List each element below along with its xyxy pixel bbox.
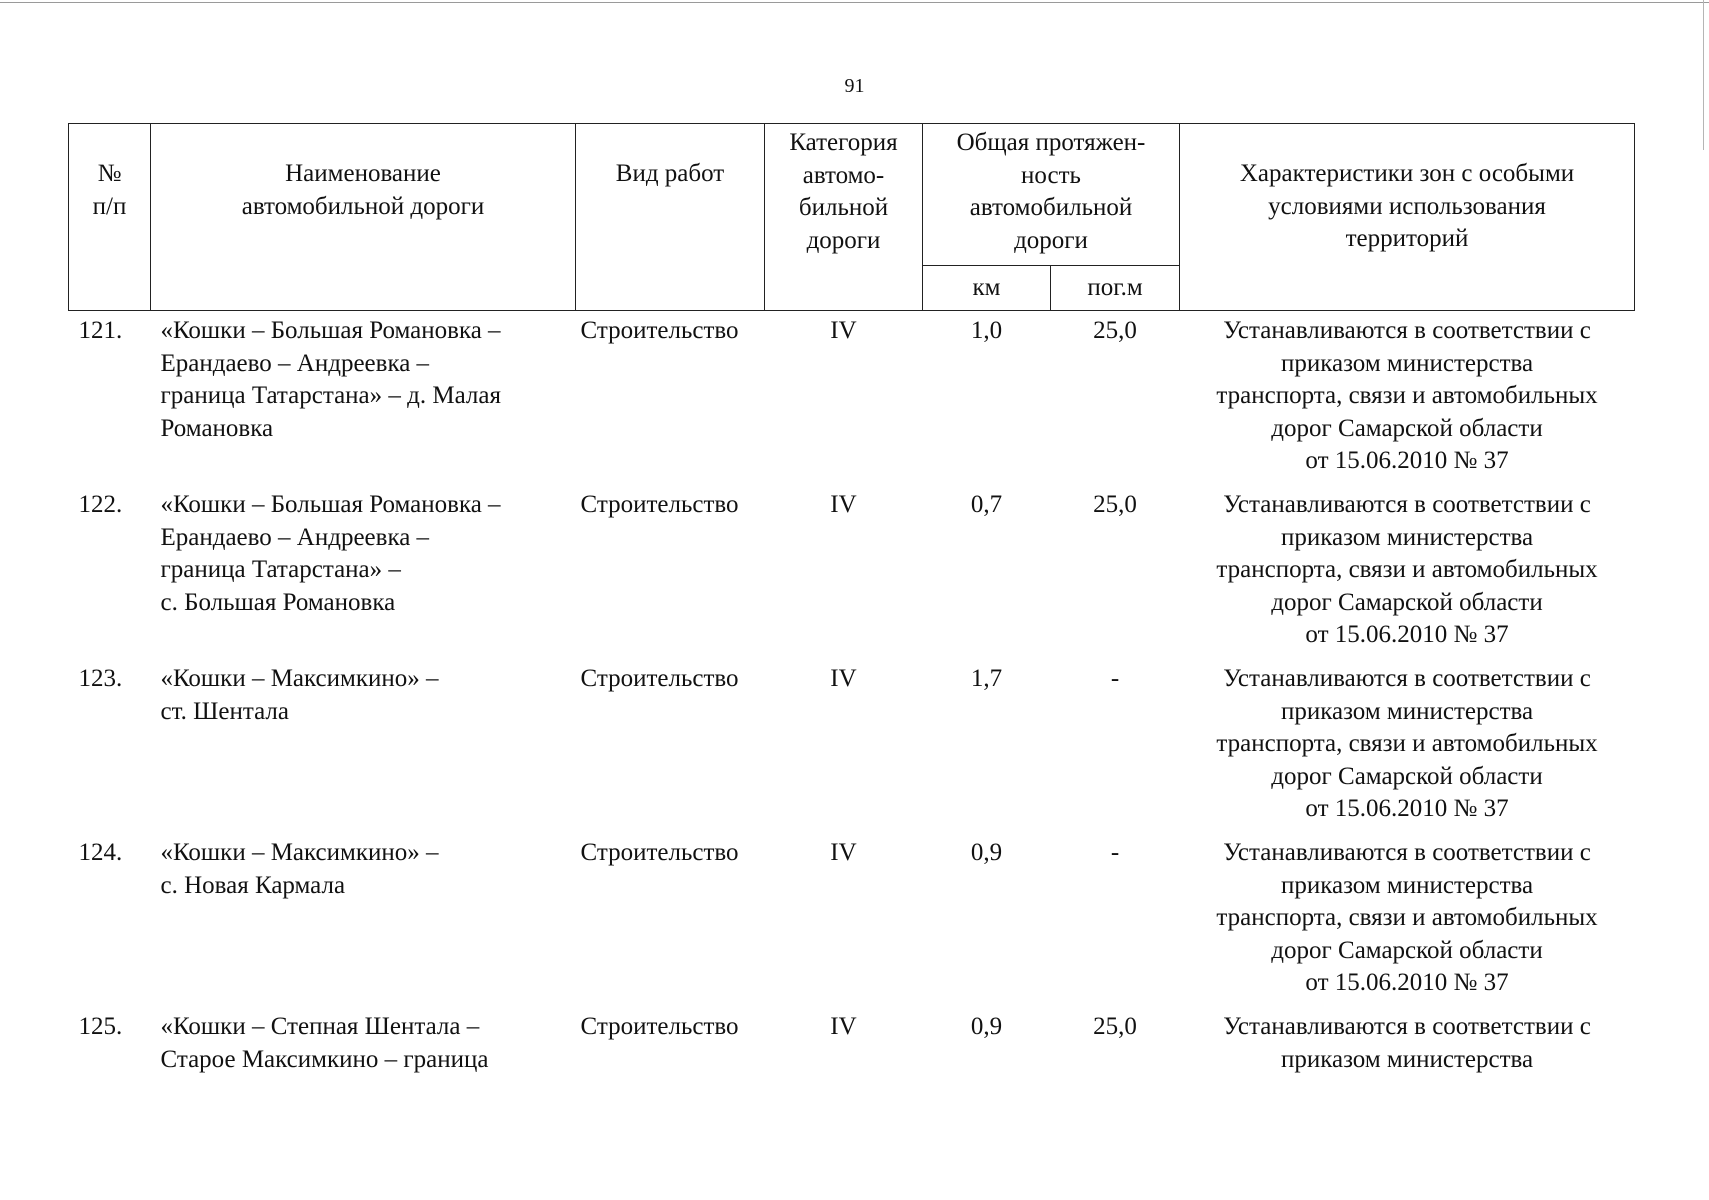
roads-table xyxy=(68,123,1635,1096)
table-header xyxy=(69,124,1635,311)
header-road-category: Категория автомо- бильной дороги xyxy=(765,124,923,311)
work-type: Строительство xyxy=(580,839,739,866)
table-body xyxy=(69,311,1635,1097)
zone-characteristics: Устанавливаются в соответствии с приказом министерства транспорта, связи и автомобильных дорог Самарской области от 15.06.2010 № 37 xyxy=(1216,317,1598,475)
length-km: 1,0 xyxy=(970,317,1003,344)
length-linear-meters: 25,0 xyxy=(1093,491,1137,518)
page-number: 91 xyxy=(844,75,865,97)
zone-characteristics: Устанавливаются в соответствии с приказом министерства xyxy=(1223,1013,1591,1073)
row-number: 124. xyxy=(78,839,123,866)
work-type: Строительство xyxy=(580,665,739,692)
length-linear-meters: - xyxy=(1110,839,1120,866)
header-total-length: Общая протяжен- ность автомобильной дороги xyxy=(923,124,1180,266)
work-type: Строительство xyxy=(580,317,739,344)
length-km: 0,9 xyxy=(970,839,1003,866)
road-category: IV xyxy=(830,665,857,692)
table-row xyxy=(69,1011,1635,1096)
road-name: «Кошки – Максимкино» – с. Новая Кармала xyxy=(160,839,439,899)
length-km: 0,7 xyxy=(970,491,1003,518)
road-category: IV xyxy=(830,317,857,344)
road-name: «Кошки – Максимкино» – ст. Шентала xyxy=(160,665,439,725)
zone-characteristics: Устанавливаются в соответствии с приказом министерства транспорта, связи и автомобильных дорог Самарской области от 15.06.2010 № 37 xyxy=(1216,839,1598,997)
row-number: 125. xyxy=(78,1013,123,1040)
road-name: «Кошки – Степная Шентала – Старое Максимкино – граница xyxy=(160,1013,489,1073)
header-row xyxy=(69,124,1635,266)
work-type: Строительство xyxy=(580,1013,739,1040)
row-number: 121. xyxy=(78,317,123,344)
zone-characteristics: Устанавливаются в соответствии с приказом министерства транспорта, связи и автомобильных дорог Самарской области от 15.06.2010 № 37 xyxy=(1216,665,1598,823)
length-km: 1,7 xyxy=(970,665,1003,692)
table-row xyxy=(69,489,1635,663)
length-linear-meters: - xyxy=(1110,665,1120,692)
road-category: IV xyxy=(830,491,857,518)
road-name: «Кошки – Большая Романовка – Ерандаево – Андреевка – граница Татарстана» – с. Большая Романовка xyxy=(160,491,501,616)
road-category: IV xyxy=(830,839,857,866)
table-row xyxy=(69,837,1635,1011)
header-work-type: Вид работ xyxy=(576,124,765,311)
length-km: 0,9 xyxy=(970,1013,1003,1040)
table-row xyxy=(69,311,1635,490)
work-type: Строительство xyxy=(580,491,739,518)
scan-edge-top xyxy=(0,2,1709,3)
zone-characteristics: Устанавливаются в соответствии с приказом министерства транспорта, связи и автомобильных дорог Самарской области от 15.06.2010 № 37 xyxy=(1216,491,1598,649)
road-category: IV xyxy=(830,1013,857,1040)
header-number: № п/п xyxy=(69,124,151,311)
length-linear-meters: 25,0 xyxy=(1093,1013,1137,1040)
road-name: «Кошки – Большая Романовка – Ерандаево – Андреевка – граница Татарстана» – д. Малая Романовка xyxy=(160,317,501,442)
header-km: км xyxy=(923,266,1051,311)
length-linear-meters: 25,0 xyxy=(1093,317,1137,344)
row-number: 122. xyxy=(78,491,123,518)
table-row xyxy=(69,663,1635,837)
header-linear-meters: пог.м xyxy=(1051,266,1180,311)
row-number: 123. xyxy=(78,665,123,692)
header-zone-characteristics: Характеристики зон с особыми условиями использования территорий xyxy=(1180,124,1635,311)
header-road-name: Наименование автомобильной дороги xyxy=(151,124,576,311)
